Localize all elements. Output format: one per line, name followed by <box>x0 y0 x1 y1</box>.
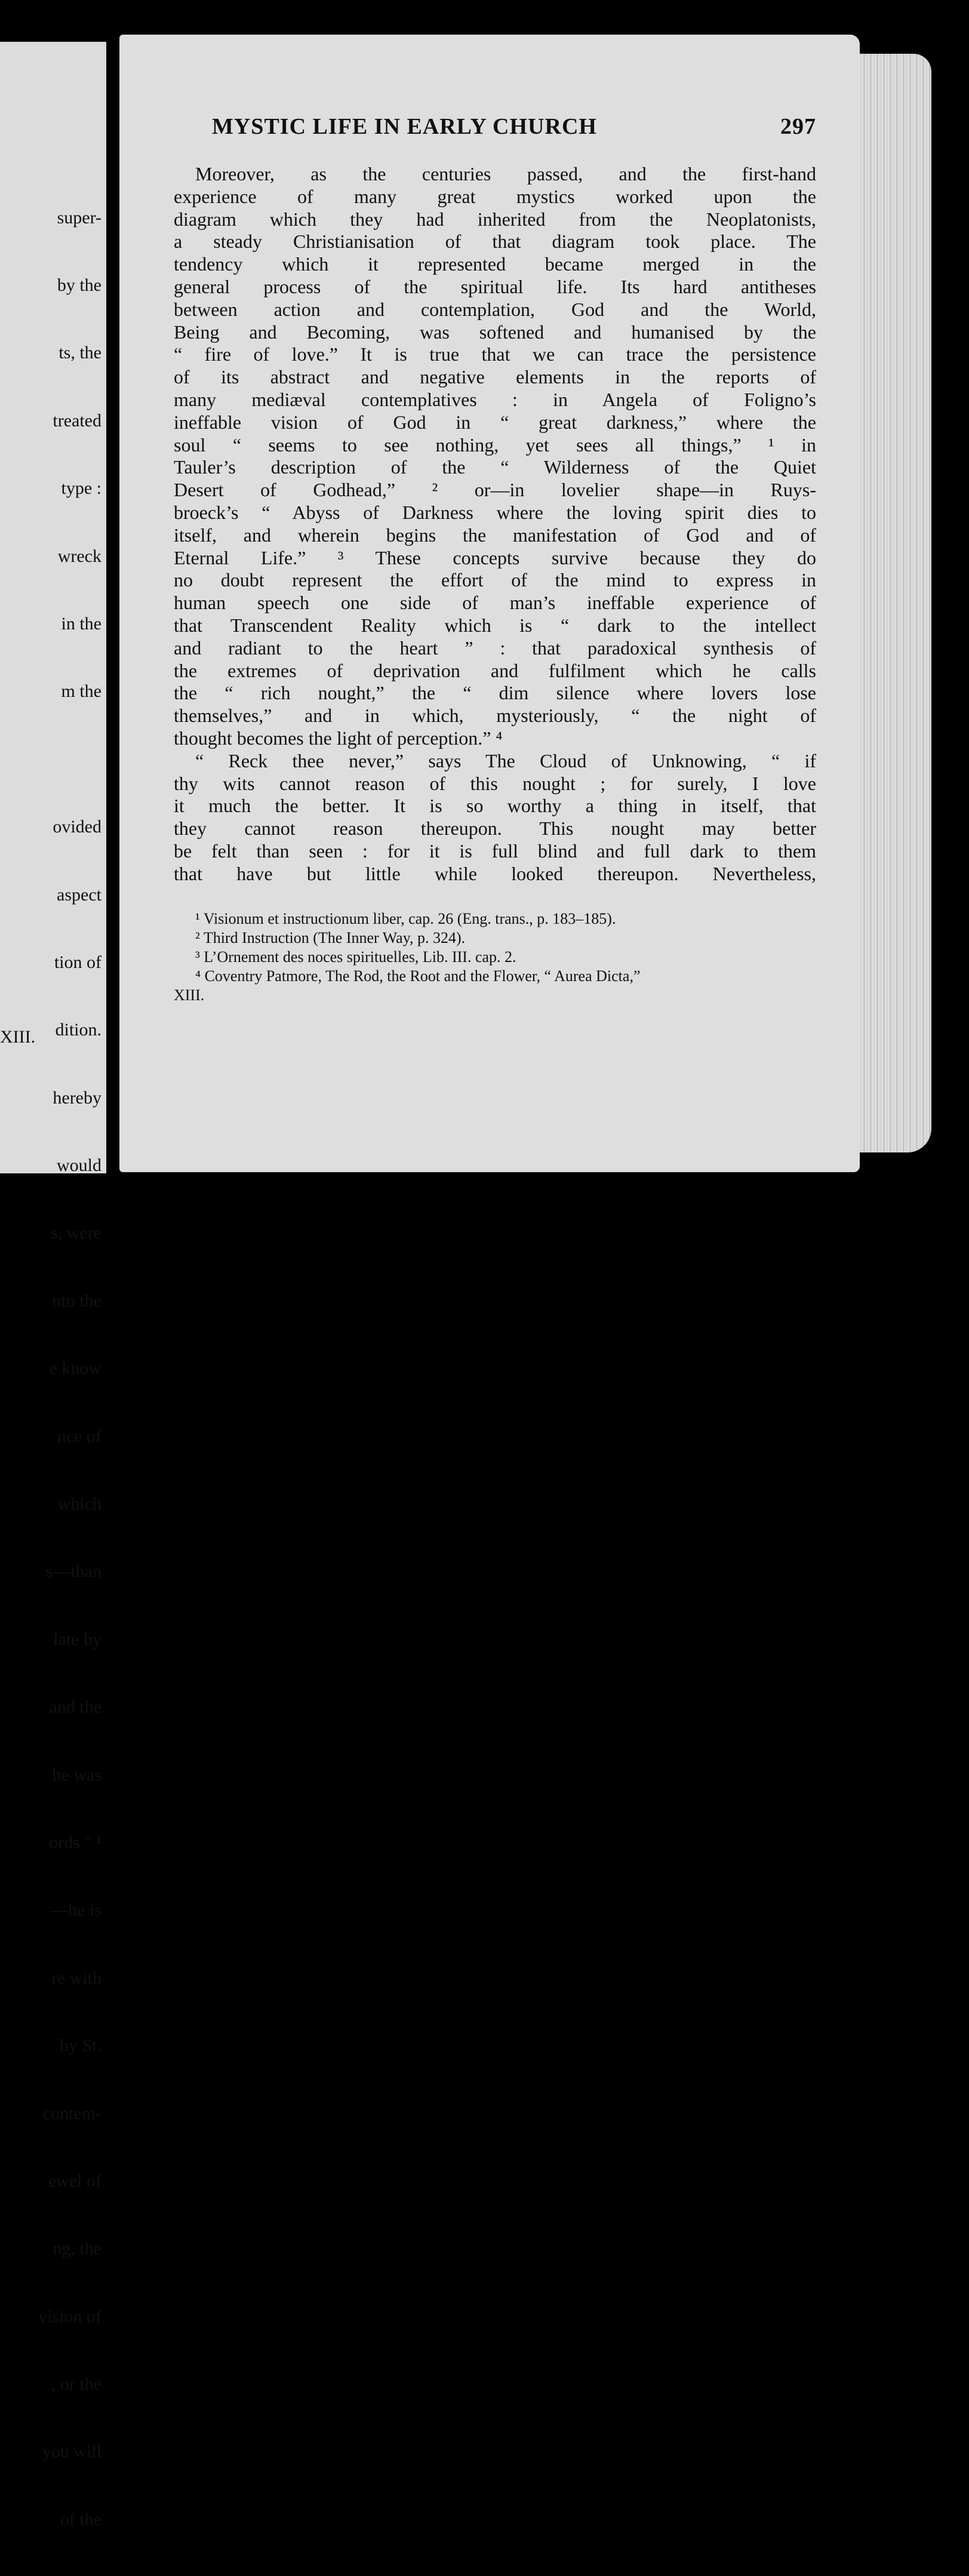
footnotes <box>174 909 816 1005</box>
text-line: Tauler’s description of the “ Wilderness of the Quiet <box>174 456 816 478</box>
previous-page-line: e know <box>49 1358 101 1379</box>
previous-page-line: s—than <box>45 1561 101 1582</box>
book-page <box>119 35 860 1172</box>
previous-page-line: by St. <box>59 2036 101 2056</box>
page-edge <box>848 54 931 1152</box>
previous-page-line: treated <box>53 410 101 431</box>
text-line: experience of many great mystics worked upon the <box>174 185 816 207</box>
previous-page-line: nto the <box>52 1290 101 1311</box>
previous-page-line: of the <box>60 2509 101 2529</box>
text-line: they cannot reason thereupon. This nought may better <box>174 817 816 840</box>
text-line: Eternal Life.” ³ These concepts survive because they do <box>174 546 816 568</box>
running-head <box>212 113 816 140</box>
previous-page <box>0 42 106 2529</box>
previous-page-line: hereby <box>53 1087 101 1108</box>
previous-page-line: tion of <box>54 952 101 972</box>
previous-page-line: type : <box>61 478 101 499</box>
footnote: ¹ Visionum et instructionum liber, cap. 26 (Eng. trans., p. 183–185). <box>195 910 616 927</box>
previous-page-line: you will <box>42 2442 101 2462</box>
text-line: human speech one side of man’s ineffable experience of <box>174 592 816 614</box>
text-line: itself, and wherein begins the manifestation of God and of <box>174 524 816 546</box>
previous-page-line: m the <box>61 681 101 702</box>
previous-page-line: he was <box>52 1765 101 1785</box>
text-line: general process of the spiritual life. Its hard antitheses <box>174 275 816 297</box>
previous-page-line: and the <box>49 1697 101 1717</box>
previous-page-line: which <box>57 1494 101 1514</box>
text-line: themselves,” and in which, mysteriously, “ the night of <box>174 705 816 727</box>
text-line: thought becomes the light of perception.” ⁴ <box>174 727 503 749</box>
text-line: the extremes of deprivation and fulfilment which he calls <box>174 659 816 681</box>
text-line: soul “ seems to see nothing, yet sees all things,” ¹ in <box>174 434 816 456</box>
previous-page-line: in the <box>61 613 101 634</box>
text-line: that Transcendent Reality which is “ dark to the intellect <box>174 614 816 636</box>
text-line: it much the better. It is so worthy a thing in itself, that <box>174 795 816 817</box>
text-line: Being and Becoming, was softened and humanised by the <box>174 321 816 343</box>
previous-page-footer: XIII. <box>0 1027 36 1047</box>
text-line: be felt than seen : for it is full blind and full dark to them <box>174 840 816 862</box>
previous-page-line: s, were <box>51 1223 101 1243</box>
previous-page-line: ts, the <box>59 343 101 363</box>
text-line: that have but little while looked thereupon. Nevertheless, <box>174 862 816 884</box>
previous-page-line: vision of <box>38 2306 101 2326</box>
previous-page-line: ovided <box>53 817 101 837</box>
previous-page-line: ords " ¹ <box>49 1832 101 1852</box>
footnote: ³ L’Ornement des noces spirituelles, Lib. III. cap. 2. <box>195 948 516 966</box>
text-line: ineffable vision of God in “ great darkness,” where the <box>174 411 816 433</box>
text-line: “ fire of love.” It is true that we can trace the persistence <box>174 343 816 365</box>
footnote: ² Third Instruction (The Inner Way, p. 324). <box>195 929 466 946</box>
text-line: thy wits cannot reason of this nought ; for surely, I love <box>174 772 816 794</box>
previous-page-line <box>38 748 101 771</box>
text-line: of its abstract and negative elements in the reports of <box>174 366 816 388</box>
previous-page-line: by the <box>57 275 101 295</box>
running-head-title: MYSTIC LIFE IN EARLY CHURCH <box>212 114 597 139</box>
text-line: broeck’s “ Abyss of Darkness where the loving spirit dies to <box>174 501 816 523</box>
previous-page-line: dition. <box>55 1020 101 1040</box>
previous-page-line: super- <box>57 207 101 228</box>
text-line: many mediæval contemplatives : in Angela of Foligno’s <box>174 388 816 410</box>
previous-page-line: ewel of <box>48 2171 101 2191</box>
text-line: tendency which it represented became merged in the <box>174 253 816 275</box>
previous-page-line: contem- <box>42 2103 101 2123</box>
previous-page-line: re with <box>51 1968 101 1988</box>
text-line: a steady Christianisation of that diagram took place. The <box>174 230 816 253</box>
text-line: Moreover, as the centuries passed, and the first-hand <box>195 163 816 185</box>
text-line: diagram which they had inherited from the Neoplatonists, <box>174 208 816 230</box>
footnote: ⁴ Coventry Patmore, The Rod, the Root and the Flower, “ Aurea Dicta,” <box>195 967 641 985</box>
text-line: and radiant to the heart ” : that paradoxical synthesis of <box>174 637 816 659</box>
text-line: “ Reck thee never,” says The Cloud of Unknowing, “ if <box>195 749 816 771</box>
text-line: between action and contemplation, God and the World, <box>174 298 816 320</box>
previous-page-line: late by <box>53 1629 101 1649</box>
previous-page-text <box>38 161 101 2576</box>
previous-page-line: ng, the <box>53 2239 101 2259</box>
text-line: no doubt represent the effort of the mind to express in <box>174 569 816 591</box>
previous-page-line: —he is <box>50 1900 101 1920</box>
footnote-continuation: XIII. <box>174 986 205 1004</box>
page-number: 297 <box>780 114 816 139</box>
previous-page-line: aspect <box>57 884 101 905</box>
text-line: Desert of Godhead,” ² or—in lovelier shape—in Ruys- <box>174 479 816 501</box>
body-text <box>174 163 816 886</box>
previous-page-line: nce of <box>57 1426 101 1446</box>
previous-page-line: would <box>57 1155 101 1176</box>
previous-page-line: wreck <box>57 546 101 566</box>
previous-page-line: , or the <box>51 2374 101 2394</box>
text-line: the “ rich nought,” the “ dim silence where lovers lose <box>174 682 816 704</box>
